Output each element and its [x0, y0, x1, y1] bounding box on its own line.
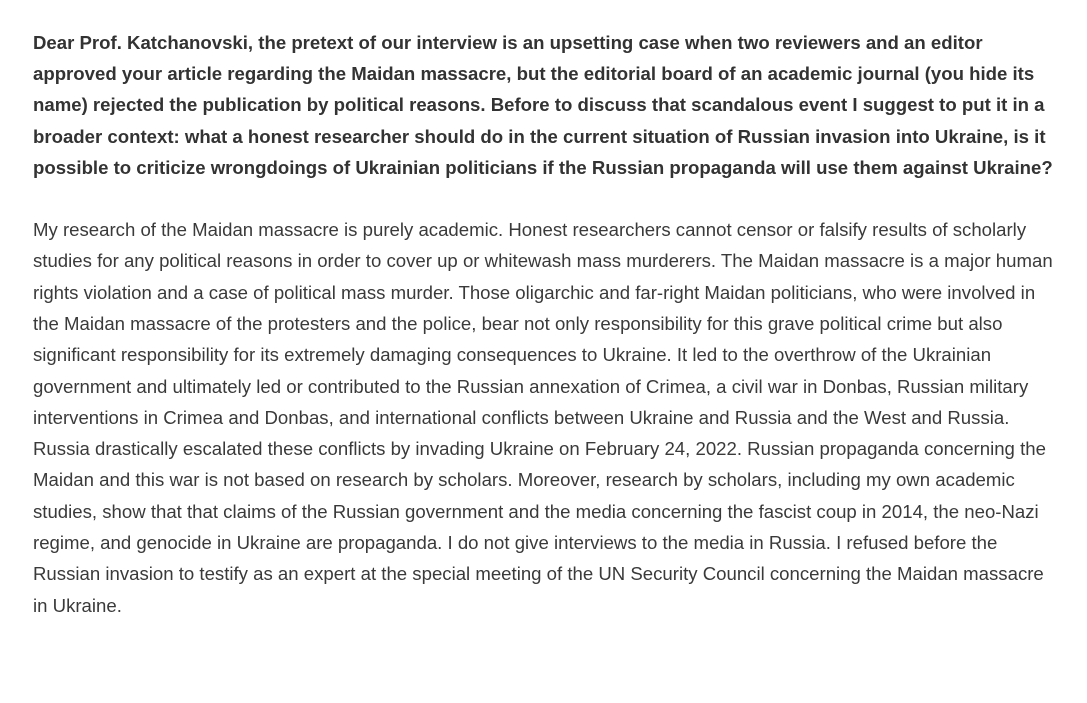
- interview-answer: My research of the Maidan massacre is purely academic. Honest researchers cannot censor or falsify results of scholarly studies for any political reasons in order to cover up or whitewash mass murderers. The Maidan massacre is a major human rights violation and a case of political mass murder. Those oligarchic and far-right Maidan politicians, who were involved in the Maidan massacre of the protesters and the police, bear not only responsibility for this grave political crime but also significant responsibility for its extremely damaging consequences to Ukraine. It led to the overthrow of the Ukrainian government and ultimately led or contributed to the Russian annexation of Crimea, a civil war in Donbas, Russian military interventions in Crimea and Donbas, and international conflicts between Ukraine and Russia and the West and Russia. Russia drastically escalated these conflicts by invading Ukraine on February 24, 2022. Russian propaganda concerning the Maidan and this war is not based on research by scholars. Moreover, research by scholars, including my own academic studies, show that that claims of the Russian government and the media concerning the fascist coup in 2014, the neo-Nazi regime, and genocide in Ukraine are propaganda. I do not give interviews to the media in Russia. I refused before the Russian invasion to testify as an expert at the special meeting of the UN Security Council concerning the Maidan massacre in Ukraine.: [33, 219, 1053, 616]
- interview-article: [33, 27, 1063, 621]
- interview-question: Dear Prof. Katchanovski, the pretext of our interview is an upsetting case when two reviewers and an editor approved your article regarding the Maidan massacre, but the editorial board of an academic journal (you hide its name) rejected the publication by political reasons. Before to discuss that scandalous event I suggest to put it in a broader context: what a honest researcher should do in the current situation of Russian invasion into Ukraine, is it possible to criticize wrongdoings of Ukrainian politicians if the Russian propaganda will use them against Ukraine?: [33, 32, 1053, 178]
